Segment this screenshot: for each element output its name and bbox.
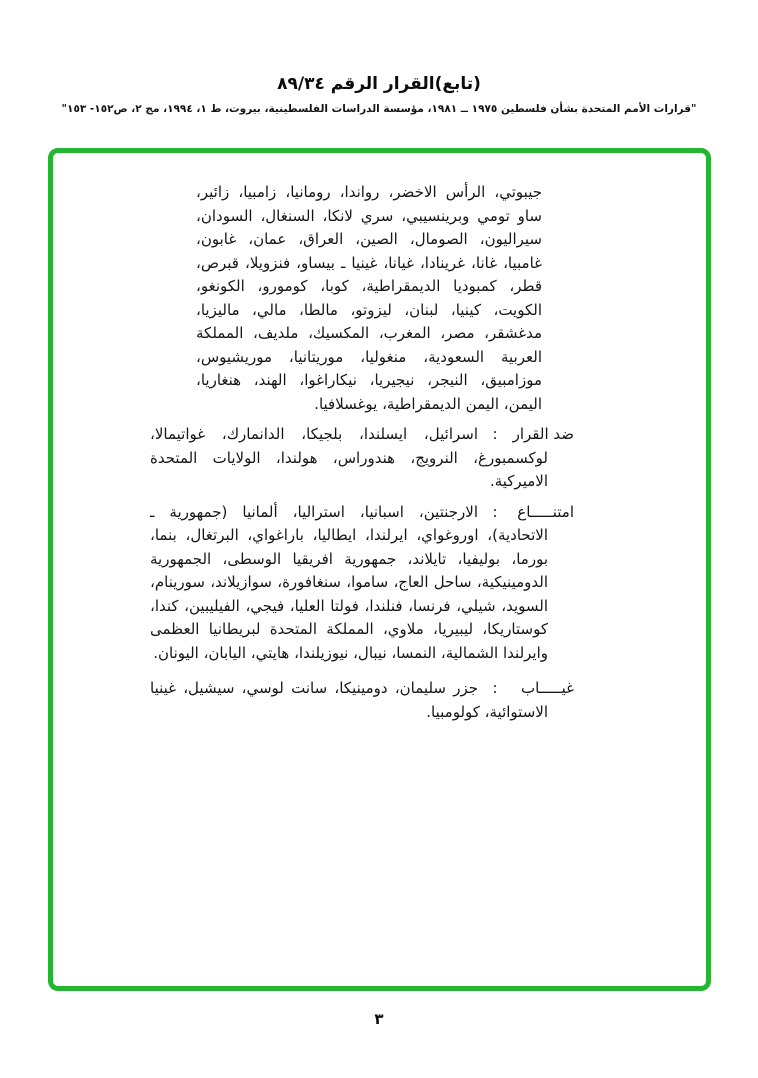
separator-colon: :: [492, 502, 498, 521]
against-resolution-label: ضد القرار: [512, 425, 574, 443]
absent-entry: [150, 677, 574, 724]
abstention-label: امتنـــــاع: [517, 502, 574, 521]
against-resolution-entry: [150, 423, 574, 494]
absent-countries: جزر سليمان، دومينيكا، سانت لوسي، سيشيل، غينيا الاستوائية، كولومبيا.: [150, 679, 548, 721]
page-title: (تابع)القرار الرقم ٨٩/٣٤: [277, 74, 481, 94]
abstention-countries: الارجنتين، اسبانيا، استراليا، ألمانيا (جمهورية ـ الاتحادية)، اوروغواي، ايرلندا، ايطاليا، باراغواي، البرتغال، بنما، بورما، بوليفيا، تايلاند، جمهورية افريقيا الوسطى، الجمهورية الدومينيكية، ساحل العاج، ساموا، سنغافورة، سوازيلاند، سورينام، السويد، شيلي، فرنسا، فنلندا، فولتا العليا، فيجي، الفيليبين، كندا، كوستاريكا، ليبيريا، ملاوي، المملكة المتحدة لبريطانيا العظمى وايرلندا الشمالية، النمسا، نيبال، نيوزيلندا، هايتي، اليابان، اليونان.: [150, 502, 548, 662]
resolution-vote-text: [150, 181, 574, 724]
in-favor-continuation-paragraph: جيبوتي، الرأس الاخضر، رواندا، رومانيا، زامبيا، زائير، ساو تومي وبرينسيبي، سري لانكا، السنغال، السودان، سيراليون، الصومال، الصين، العراق، عمان، غابون، غامبيا، غانا، غرينادا، غيانا، غينيا ـ بيساو، فنزويلا، قبرص، قطر، كمبوديا الديمقراطية، كوبا، كومورو، الكونغو، الكويت، كينيا، لبنان، ليزوتو، مالطا، مالي، ماليزيا، مدغشقر، مصر، المغرب، المكسيك، ملديف، المملكة العربية السعودية، منغوليا، موريتانيا، موريشيوس، موزامبيق، النيجر، نيجيريا، نيكاراغوا، الهند، هنغاريا، اليمن، اليمن الديمقراطية، يوغسلافيا.: [196, 183, 542, 413]
against-resolution-countries: اسرائيل، ايسلندا، بلجيكا، الدانمارك، غواتيمالا، لوكسمبورغ، النرويج، هندوراس، هولندا، الولايات المتحدة الاميركية.: [150, 425, 548, 490]
page-number: ٣: [374, 1010, 384, 1028]
abstention-entry: [150, 501, 574, 666]
separator-colon: :: [492, 425, 498, 443]
citation-line: "قرارات الأمم المتحدة بشأن فلسطين ١٩٧٥ ــ ١٩٨١، مؤسسة الدراسات الفلسطينية، بيروت، ط ١، ١٩٩٤، مج ٢، ص١٥٢- ١٥٣": [61, 103, 697, 115]
absent-label: غيـــــاب: [520, 679, 574, 697]
separator-colon: :: [492, 679, 498, 697]
